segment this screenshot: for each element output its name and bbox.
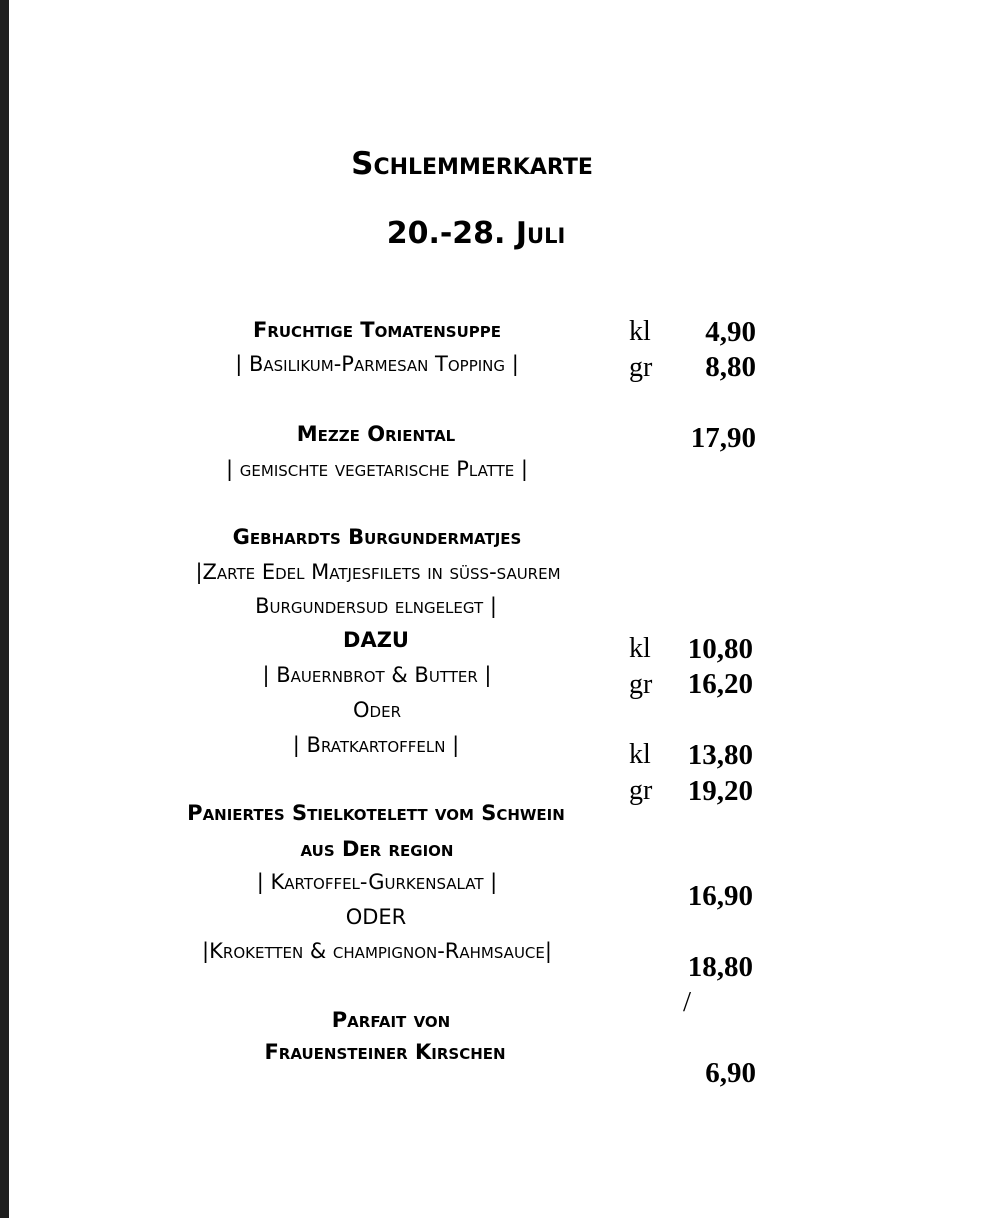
kotelett-option-kroketten: |Kroketten & champignon-Rahmsauce|	[202, 939, 552, 963]
size-large-matjes-bratkartoffeln: gr	[629, 775, 653, 806]
dish-desc-matjes-line2: Burgundersud elngelegt |	[255, 594, 497, 618]
price-large-tomato: 8,80	[705, 351, 756, 383]
price-small-matjes-bratkartoffeln: 13,80	[687, 739, 753, 771]
dish-name-tomato: Fruchtige Tomatensuppe	[252, 318, 502, 342]
matjes-option-bratkartoffeln: | Bratkartoffeln |	[292, 733, 460, 757]
size-large-tomato: gr	[629, 352, 653, 383]
matjes-oder: Oder	[353, 698, 401, 722]
dish-desc-mezze: | gemischte vegetarische Platte |	[226, 457, 528, 481]
price-small-matjes-brot: 10,80	[687, 633, 753, 665]
matjes-dazu: DAZU	[343, 628, 409, 652]
size-small-matjes-bratkartoffeln: kl	[629, 739, 651, 770]
matjes-option-brot: | Bauernbrot & Butter |	[262, 663, 492, 687]
kotelett-option-salat: | Kartoffel-Gurkensalat |	[256, 870, 498, 894]
size-small-tomato: kl	[629, 316, 651, 347]
price-separator-slash: /	[683, 986, 692, 1018]
dish-name-parfait-line2: Frauensteiner Kirschen	[264, 1040, 506, 1064]
dish-name-matjes: Gebhardts Burgundermatjes	[232, 525, 522, 549]
price-large-matjes-bratkartoffeln: 19,20	[687, 775, 753, 807]
dish-name-parfait-line1: Parfait von	[331, 1008, 451, 1032]
price-parfait: 6,90	[705, 1057, 756, 1089]
price-small-tomato: 4,90	[705, 316, 756, 348]
dish-name-kotelett-line1: Paniertes Stielkotelett vom Schwein	[187, 801, 565, 825]
dish-name-mezze: Mezze Oriental	[296, 422, 456, 446]
dish-desc-tomato: | Basilikum-Parmesan Topping |	[235, 352, 519, 376]
size-small-matjes-brot: kl	[629, 633, 651, 664]
menu-title: Schlemmerkarte	[351, 146, 593, 182]
menu-date: 20.-28. Juli	[386, 216, 566, 251]
price-kotelett-kroketten: 18,80	[687, 951, 753, 983]
dish-name-kotelett-line2: aus Der region	[300, 837, 454, 861]
left-edge-bar	[0, 0, 9, 1218]
size-large-matjes-brot: gr	[629, 669, 653, 700]
dish-desc-matjes-line1: |Zarte Edel Matjesfilets in süß-saurem	[195, 560, 561, 584]
kotelett-oder: ODER	[345, 905, 407, 929]
price-kotelett-salat: 16,90	[687, 880, 753, 912]
price-mezze: 17,90	[690, 422, 756, 454]
price-large-matjes-brot: 16,20	[687, 668, 753, 700]
